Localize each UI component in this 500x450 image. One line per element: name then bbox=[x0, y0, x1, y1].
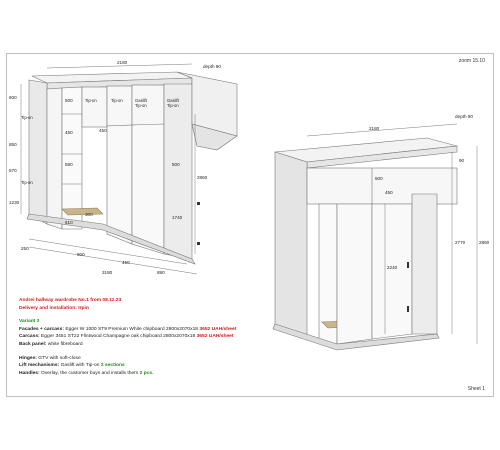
handle-mark bbox=[197, 242, 200, 245]
dim-base-250: 250 bbox=[21, 246, 29, 251]
label-tipon-3: Tip-on bbox=[21, 115, 33, 120]
dim-base-450: 450 bbox=[122, 260, 130, 265]
dim-right-1740: 1740 bbox=[172, 215, 183, 220]
right-dim-450: 450 bbox=[385, 190, 393, 195]
upper-front-1 bbox=[82, 87, 107, 127]
tall-door-1 bbox=[107, 125, 132, 244]
dim-left-1230: 1230 bbox=[9, 200, 20, 205]
label-tipon-2: Tip-on bbox=[111, 98, 123, 103]
right-column bbox=[164, 84, 192, 259]
left-column-front bbox=[47, 88, 62, 229]
dim-base-3180: 3180 bbox=[102, 270, 113, 275]
right-dim-top-width: 2180 bbox=[369, 126, 380, 131]
lifts-line: Lift mechanisms: Gaslift with Tip-on 2 sections bbox=[19, 363, 125, 369]
drawing-sheet bbox=[6, 53, 494, 397]
upper-front-2 bbox=[107, 86, 132, 126]
dim-right-2860: 2860 bbox=[197, 175, 208, 180]
tall-door-2 bbox=[132, 124, 164, 254]
right-dim-90: 90 bbox=[459, 158, 465, 163]
dim-base-880: 880 bbox=[157, 270, 165, 275]
bench-seat bbox=[62, 208, 103, 215]
label-gaslift-2: Gaslift Tip-on bbox=[167, 98, 179, 108]
right-dim-cornice-depth: depth 90 bbox=[455, 114, 473, 119]
handle-mark bbox=[407, 306, 409, 312]
label-tipon-1: Tip-on bbox=[85, 98, 97, 103]
order-info bbox=[19, 297, 379, 377]
dim-left-570: 570 bbox=[9, 168, 17, 173]
dim-door-450: 450 bbox=[99, 128, 107, 133]
dim-inner-500: 500 bbox=[65, 98, 73, 103]
facades-line: Facades + carcass: Egger W 1000 ST9 Premium White chipboard 2800x2070x18 3652 UAH/sheet bbox=[19, 326, 237, 332]
right-tall-column bbox=[412, 194, 437, 334]
left-wardrobe-view bbox=[27, 72, 237, 264]
dim-left-850: 850 bbox=[9, 142, 17, 147]
handles-line: Handles: Overlay, the customer buys and installs them 2 pcs. bbox=[19, 370, 154, 376]
right-dim-2860: 2860 bbox=[479, 240, 490, 245]
dim-inner-450: 450 bbox=[65, 130, 73, 135]
dim-inner-590: 590 bbox=[65, 162, 73, 167]
dim-left-600: 600 bbox=[9, 95, 17, 100]
body-line: Carcass: Egger 3451 ST22 Flintwood Champagne oak chipboard 2800x2070x18 3652 UAH/sheet bbox=[19, 334, 234, 340]
dim-top-width: 2180 bbox=[117, 60, 128, 65]
hinges-line: Hinges: GTV with soft-close bbox=[19, 355, 81, 361]
right-dim-2770: 2770 bbox=[455, 240, 466, 245]
dim-inner-300: 300 bbox=[85, 212, 93, 217]
zoom-label: zoom 15.10 bbox=[458, 58, 485, 64]
right-dim-500: 500 bbox=[375, 176, 383, 181]
handle-mark bbox=[197, 202, 200, 205]
right-dim-2240: 2240 bbox=[387, 265, 398, 270]
label-gaslift-1: Gaslift Tip-on bbox=[135, 98, 147, 108]
dim-inner-610: 610 bbox=[65, 220, 73, 225]
page-label: Sheet 1 bbox=[467, 386, 485, 392]
order-subtitle: Delivery and installation: Irpin bbox=[19, 305, 89, 311]
back-line: Back panel: white fibreboard bbox=[19, 341, 83, 347]
dim-cornice-depth: depth 90 bbox=[203, 64, 221, 69]
label-tipon-4: Tip-on bbox=[21, 180, 33, 185]
dim-right-500: 500 bbox=[172, 162, 180, 167]
open-compartment bbox=[62, 87, 82, 229]
variant-label: Variant 3 bbox=[19, 319, 40, 325]
dim-base-900: 900 bbox=[77, 252, 85, 257]
handle-mark bbox=[407, 262, 409, 268]
order-title: Andrei hallway wardrobe No.1 from 08.11.23 bbox=[19, 298, 122, 303]
left-side-panel bbox=[29, 80, 47, 224]
